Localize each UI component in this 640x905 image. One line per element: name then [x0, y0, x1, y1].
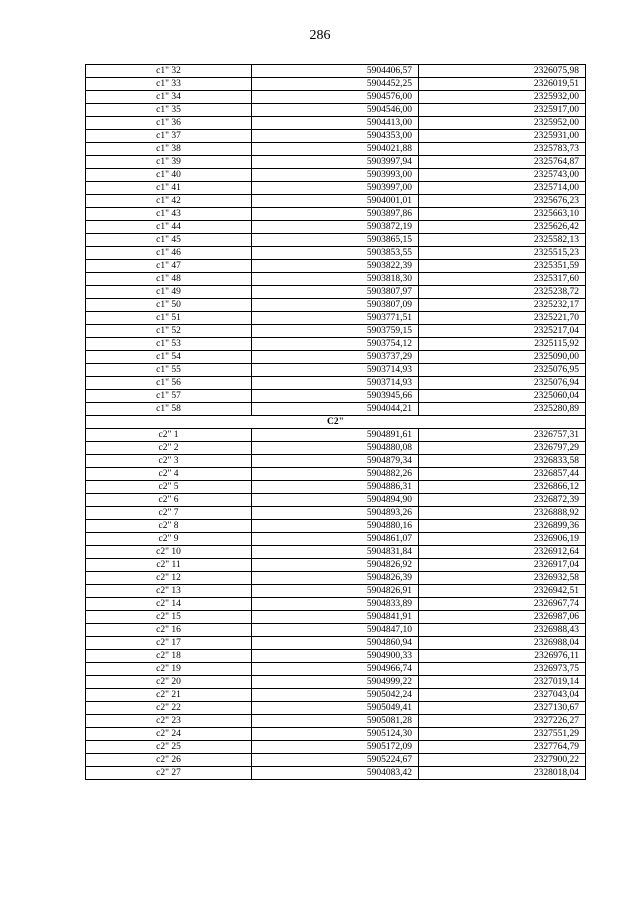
point-id-cell: c2" 8: [86, 520, 252, 533]
x-coordinate-cell: 5904826,92: [252, 559, 419, 572]
x-coordinate-cell: 5903897,86: [252, 208, 419, 221]
table-row: [86, 78, 586, 91]
x-coordinate-cell: 5905124,30: [252, 728, 419, 741]
y-coordinate-cell: 2325917,00: [419, 104, 586, 117]
x-coordinate-cell: 5903771,51: [252, 312, 419, 325]
y-coordinate-cell: 2325217,04: [419, 325, 586, 338]
table-row: [86, 182, 586, 195]
point-id-cell: c2" 14: [86, 598, 252, 611]
y-coordinate-cell: 2326942,51: [419, 585, 586, 598]
table-row: [86, 286, 586, 299]
point-id-cell: c1" 53: [86, 338, 252, 351]
y-coordinate-cell: 2326019,51: [419, 78, 586, 91]
point-id-cell: c1" 56: [86, 377, 252, 390]
y-coordinate-cell: 2326899,36: [419, 520, 586, 533]
point-id-cell: c1" 34: [86, 91, 252, 104]
table-row: [86, 403, 586, 416]
y-coordinate-cell: 2327900,22: [419, 754, 586, 767]
page-number: 286: [309, 28, 331, 43]
point-id-cell: c1" 58: [86, 403, 252, 416]
point-id-cell: c2" 18: [86, 650, 252, 663]
point-id-cell: c2" 17: [86, 637, 252, 650]
point-id-cell: c2" 23: [86, 715, 252, 728]
y-coordinate-cell: 2325714,00: [419, 182, 586, 195]
x-coordinate-cell: 5905081,28: [252, 715, 419, 728]
table-row: [86, 741, 586, 754]
point-id-cell: c1" 33: [86, 78, 252, 91]
y-coordinate-cell: 2325221,70: [419, 312, 586, 325]
y-coordinate-cell: 2326833,58: [419, 455, 586, 468]
table-row: [86, 299, 586, 312]
table-row: [86, 208, 586, 221]
x-coordinate-cell: 5904044,21: [252, 403, 419, 416]
x-coordinate-cell: 5903993,00: [252, 169, 419, 182]
x-coordinate-cell: 5904001,01: [252, 195, 419, 208]
table-row: [86, 325, 586, 338]
point-id-cell: c1" 46: [86, 247, 252, 260]
point-id-cell: c2" 16: [86, 624, 252, 637]
table-row: [86, 234, 586, 247]
table-row: [86, 247, 586, 260]
x-coordinate-cell: 5903759,15: [252, 325, 419, 338]
table-row: [86, 143, 586, 156]
point-id-cell: c2" 2: [86, 442, 252, 455]
y-coordinate-cell: 2326976,11: [419, 650, 586, 663]
coordinates-table: [85, 64, 586, 780]
x-coordinate-cell: 5904826,91: [252, 585, 419, 598]
table-row: [86, 117, 586, 130]
table-row: [86, 455, 586, 468]
table-row: [86, 91, 586, 104]
x-coordinate-cell: 5904826,39: [252, 572, 419, 585]
point-id-cell: c2" 22: [86, 702, 252, 715]
y-coordinate-cell: 2325238,72: [419, 286, 586, 299]
y-coordinate-cell: 2326967,74: [419, 598, 586, 611]
x-coordinate-cell: 5904861,07: [252, 533, 419, 546]
y-coordinate-cell: 2325115,92: [419, 338, 586, 351]
x-coordinate-cell: 5903872,19: [252, 221, 419, 234]
y-coordinate-cell: 2325076,95: [419, 364, 586, 377]
y-coordinate-cell: 2325952,00: [419, 117, 586, 130]
table-row: [86, 494, 586, 507]
x-coordinate-cell: 5903807,09: [252, 299, 419, 312]
table-row: [86, 624, 586, 637]
x-coordinate-cell: 5903945,66: [252, 390, 419, 403]
x-coordinate-cell: 5904882,26: [252, 468, 419, 481]
table-row: [86, 169, 586, 182]
x-coordinate-cell: 5904880,08: [252, 442, 419, 455]
point-id-cell: c1" 39: [86, 156, 252, 169]
table-row: [86, 676, 586, 689]
y-coordinate-cell: 2325232,17: [419, 299, 586, 312]
table-row: [86, 312, 586, 325]
point-id-cell: c2" 15: [86, 611, 252, 624]
x-coordinate-cell: 5904841,91: [252, 611, 419, 624]
x-coordinate-cell: 5903754,12: [252, 338, 419, 351]
table-row: [86, 546, 586, 559]
point-id-cell: c2" 10: [86, 546, 252, 559]
table-row: [86, 468, 586, 481]
x-coordinate-cell: 5903997,94: [252, 156, 419, 169]
section-title: C2": [86, 416, 586, 429]
y-coordinate-cell: 2326872,39: [419, 494, 586, 507]
point-id-cell: c1" 42: [86, 195, 252, 208]
point-id-cell: c1" 45: [86, 234, 252, 247]
y-coordinate-cell: 2326757,31: [419, 429, 586, 442]
y-coordinate-cell: 2325764,87: [419, 156, 586, 169]
x-coordinate-cell: 5905224,67: [252, 754, 419, 767]
x-coordinate-cell: 5904999,22: [252, 676, 419, 689]
table-row: [86, 442, 586, 455]
point-id-cell: c2" 19: [86, 663, 252, 676]
table-row: [86, 572, 586, 585]
point-id-cell: c1" 52: [86, 325, 252, 338]
table-row: [86, 429, 586, 442]
table-row: [86, 273, 586, 286]
y-coordinate-cell: 2326988,43: [419, 624, 586, 637]
table-row: [86, 377, 586, 390]
y-coordinate-cell: 2325783,73: [419, 143, 586, 156]
coordinates-table-body: [86, 65, 586, 780]
x-coordinate-cell: 5903818,30: [252, 273, 419, 286]
table-row: [86, 130, 586, 143]
y-coordinate-cell: 2327226,27: [419, 715, 586, 728]
y-coordinate-cell: 2326866,12: [419, 481, 586, 494]
x-coordinate-cell: 5904576,00: [252, 91, 419, 104]
point-id-cell: c2" 21: [86, 689, 252, 702]
y-coordinate-cell: 2327764,79: [419, 741, 586, 754]
x-coordinate-cell: 5904847,10: [252, 624, 419, 637]
x-coordinate-cell: 5903865,15: [252, 234, 419, 247]
y-coordinate-cell: 2326857,44: [419, 468, 586, 481]
table-row: [86, 520, 586, 533]
x-coordinate-cell: 5905042,24: [252, 689, 419, 702]
point-id-cell: c2" 20: [86, 676, 252, 689]
point-id-cell: c1" 54: [86, 351, 252, 364]
y-coordinate-cell: 2325931,00: [419, 130, 586, 143]
point-id-cell: c1" 47: [86, 260, 252, 273]
x-coordinate-cell: 5904413,00: [252, 117, 419, 130]
y-coordinate-cell: 2326988,04: [419, 637, 586, 650]
point-id-cell: c2" 3: [86, 455, 252, 468]
table-row: [86, 611, 586, 624]
point-id-cell: c1" 51: [86, 312, 252, 325]
table-row: [86, 351, 586, 364]
table-row: [86, 650, 586, 663]
x-coordinate-cell: 5904880,16: [252, 520, 419, 533]
table-row: [86, 598, 586, 611]
table-row: [86, 221, 586, 234]
x-coordinate-cell: 5903714,93: [252, 377, 419, 390]
y-coordinate-cell: 2325582,13: [419, 234, 586, 247]
point-id-cell: c2" 24: [86, 728, 252, 741]
point-id-cell: c1" 35: [86, 104, 252, 117]
x-coordinate-cell: 5904546,00: [252, 104, 419, 117]
table-row: [86, 156, 586, 169]
table-row: [86, 728, 586, 741]
y-coordinate-cell: 2325515,23: [419, 247, 586, 260]
table-row: [86, 637, 586, 650]
table-row: [86, 715, 586, 728]
table-row: [86, 65, 586, 78]
point-id-cell: c2" 26: [86, 754, 252, 767]
table-row: [86, 338, 586, 351]
point-id-cell: c1" 44: [86, 221, 252, 234]
point-id-cell: c1" 37: [86, 130, 252, 143]
point-id-cell: c2" 6: [86, 494, 252, 507]
point-id-cell: c1" 43: [86, 208, 252, 221]
y-coordinate-cell: 2326987,06: [419, 611, 586, 624]
point-id-cell: c1" 32: [86, 65, 252, 78]
y-coordinate-cell: 2325280,89: [419, 403, 586, 416]
x-coordinate-cell: 5903822,39: [252, 260, 419, 273]
table-row: [86, 585, 586, 598]
x-coordinate-cell: 5904900,33: [252, 650, 419, 663]
point-id-cell: c2" 11: [86, 559, 252, 572]
y-coordinate-cell: 2325663,10: [419, 208, 586, 221]
point-id-cell: c2" 12: [86, 572, 252, 585]
x-coordinate-cell: 5904893,26: [252, 507, 419, 520]
y-coordinate-cell: 2326912,64: [419, 546, 586, 559]
x-coordinate-cell: 5904879,34: [252, 455, 419, 468]
table-row: [86, 533, 586, 546]
table-row: [86, 260, 586, 273]
y-coordinate-cell: 2327551,29: [419, 728, 586, 741]
point-id-cell: c2" 13: [86, 585, 252, 598]
y-coordinate-cell: 2326932,58: [419, 572, 586, 585]
section-header-row: [86, 416, 586, 429]
table-row: [86, 507, 586, 520]
table-row: [86, 559, 586, 572]
y-coordinate-cell: 2326973,75: [419, 663, 586, 676]
x-coordinate-cell: 5905049,41: [252, 702, 419, 715]
y-coordinate-cell: 2325076,94: [419, 377, 586, 390]
x-coordinate-cell: 5904831,84: [252, 546, 419, 559]
point-id-cell: c1" 40: [86, 169, 252, 182]
y-coordinate-cell: 2326906,19: [419, 533, 586, 546]
table-row: [86, 767, 586, 780]
x-coordinate-cell: 5904860,94: [252, 637, 419, 650]
y-coordinate-cell: 2326917,04: [419, 559, 586, 572]
x-coordinate-cell: 5903737,29: [252, 351, 419, 364]
point-id-cell: c2" 4: [86, 468, 252, 481]
x-coordinate-cell: 5904891,61: [252, 429, 419, 442]
x-coordinate-cell: 5903997,00: [252, 182, 419, 195]
point-id-cell: c1" 38: [86, 143, 252, 156]
y-coordinate-cell: 2325317,60: [419, 273, 586, 286]
point-id-cell: c1" 57: [86, 390, 252, 403]
y-coordinate-cell: 2327043,04: [419, 689, 586, 702]
x-coordinate-cell: 5903714,93: [252, 364, 419, 377]
table-row: [86, 702, 586, 715]
point-id-cell: c1" 49: [86, 286, 252, 299]
y-coordinate-cell: 2325351,59: [419, 260, 586, 273]
y-coordinate-cell: 2325060,04: [419, 390, 586, 403]
point-id-cell: c1" 48: [86, 273, 252, 286]
x-coordinate-cell: 5904021,88: [252, 143, 419, 156]
point-id-cell: c2" 25: [86, 741, 252, 754]
point-id-cell: c1" 50: [86, 299, 252, 312]
y-coordinate-cell: 2327130,67: [419, 702, 586, 715]
y-coordinate-cell: 2326797,29: [419, 442, 586, 455]
x-coordinate-cell: 5905172,09: [252, 741, 419, 754]
point-id-cell: c1" 36: [86, 117, 252, 130]
point-id-cell: c2" 7: [86, 507, 252, 520]
x-coordinate-cell: 5904452,25: [252, 78, 419, 91]
point-id-cell: c2" 5: [86, 481, 252, 494]
y-coordinate-cell: 2325743,00: [419, 169, 586, 182]
y-coordinate-cell: 2325676,23: [419, 195, 586, 208]
y-coordinate-cell: 2325932,00: [419, 91, 586, 104]
x-coordinate-cell: 5903853,55: [252, 247, 419, 260]
x-coordinate-cell: 5904966,74: [252, 663, 419, 676]
y-coordinate-cell: 2327019,14: [419, 676, 586, 689]
point-id-cell: c2" 1: [86, 429, 252, 442]
table-row: [86, 481, 586, 494]
y-coordinate-cell: 2326075,98: [419, 65, 586, 78]
point-id-cell: c1" 55: [86, 364, 252, 377]
x-coordinate-cell: 5904894,90: [252, 494, 419, 507]
x-coordinate-cell: 5904083,42: [252, 767, 419, 780]
table-row: [86, 689, 586, 702]
x-coordinate-cell: 5904833,89: [252, 598, 419, 611]
table-row: [86, 754, 586, 767]
table-row: [86, 663, 586, 676]
point-id-cell: c1" 41: [86, 182, 252, 195]
y-coordinate-cell: 2325626,42: [419, 221, 586, 234]
y-coordinate-cell: 2325090,00: [419, 351, 586, 364]
table-row: [86, 195, 586, 208]
x-coordinate-cell: 5904886,31: [252, 481, 419, 494]
y-coordinate-cell: 2326888,92: [419, 507, 586, 520]
point-id-cell: c2" 9: [86, 533, 252, 546]
point-id-cell: c2" 27: [86, 767, 252, 780]
y-coordinate-cell: 2328018,04: [419, 767, 586, 780]
table-row: [86, 390, 586, 403]
x-coordinate-cell: 5904406,57: [252, 65, 419, 78]
table-row: [86, 104, 586, 117]
x-coordinate-cell: 5903807,97: [252, 286, 419, 299]
table-row: [86, 364, 586, 377]
x-coordinate-cell: 5904353,00: [252, 130, 419, 143]
